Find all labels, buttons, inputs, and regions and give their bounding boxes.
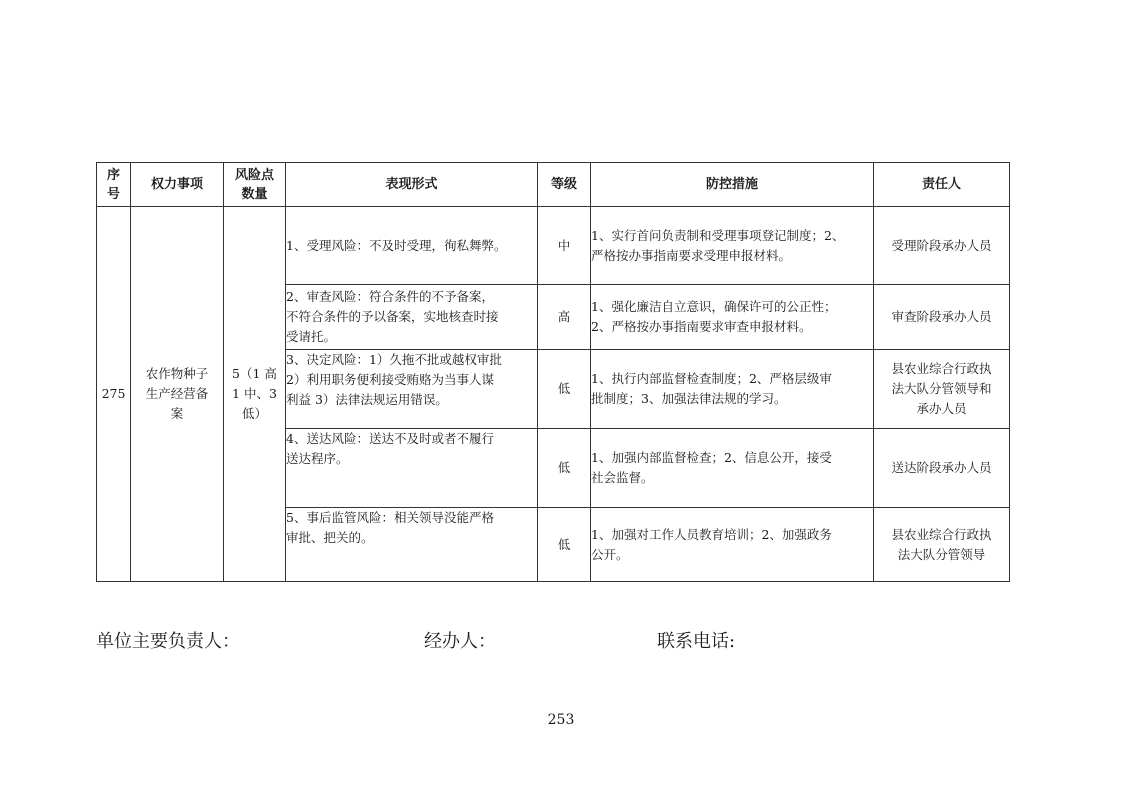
owner-cell: 受理阶段承办人员 (874, 207, 1010, 285)
form-cell: 4、送达风险：送达不及时或者不履行 送达程序。 (286, 429, 538, 508)
form-cell: 2、审查风险：符合条件的不予备案， 不符合条件的予以备案，实地核查时接 受请托。 (286, 285, 538, 350)
seq-cell: 275 (97, 207, 131, 582)
level-cell: 低 (538, 429, 591, 508)
header-form: 表现形式 (286, 163, 538, 207)
owner-cell: 送达阶段承办人员 (874, 429, 1010, 508)
owner-cell: 审查阶段承办人员 (874, 285, 1010, 350)
header-seq: 序 号 (97, 163, 131, 207)
header-owner: 责任人 (874, 163, 1010, 207)
measure-cell: 1、加强内部监督检查；2、信息公开，接受 社会监督。 (591, 429, 874, 508)
level-cell: 高 (538, 285, 591, 350)
level-cell: 低 (538, 508, 591, 582)
form-cell: 5、事后监管风险：相关领导没能严格 审批、把关的。 (286, 508, 538, 582)
unit-leader-label: 单位主要负责人： (96, 631, 240, 652)
measure-cell: 1、强化廉洁自立意识，确保许可的公正性； 2、严格按办事指南要求审查申报材料。 (591, 285, 874, 350)
measure-cell: 1、加强对工作人员教育培训；2、加强政务 公开。 (591, 508, 874, 582)
measure-cell: 1、实行首问负责制和受理事项登记制度；2、 严格按办事指南要求受理申报材料。 (591, 207, 874, 285)
header-measures: 防控措施 (591, 163, 874, 207)
level-cell: 低 (538, 350, 591, 429)
owner-cell: 县农业综合行政执 法大队分管领导和 承办人员 (874, 350, 1010, 429)
phone-label: 联系电话: (657, 631, 736, 652)
table-row (97, 207, 1010, 285)
owner-cell: 县农业综合行政执 法大队分管领导 (874, 508, 1010, 582)
header-count: 风险点 数量 (224, 163, 286, 207)
power-item-cell: 农作物种子 生产经营备 案 (131, 207, 224, 582)
form-cell: 3、决定风险：1）久拖不批或越权审批 2）利用职务便利接受贿赂为当事人谋 利益 3）法律法规运用错误。 (286, 350, 538, 429)
header-level: 等级 (538, 163, 591, 207)
header-item: 权力事项 (131, 163, 224, 207)
measure-cell: 1、执行内部监督检查制度；2、严格层级审 批制度；3、加强法律法规的学习。 (591, 350, 874, 429)
page-number: 253 (547, 712, 575, 728)
header-row (97, 163, 1010, 207)
handler-label: 经办人： (424, 631, 496, 652)
level-cell: 中 (538, 207, 591, 285)
risk-table (96, 162, 1010, 582)
form-cell: 1、受理风险：不及时受理，徇私舞弊。 (286, 207, 538, 285)
risk-count-cell: 5（1 高 1 中、3 低） (224, 207, 286, 582)
